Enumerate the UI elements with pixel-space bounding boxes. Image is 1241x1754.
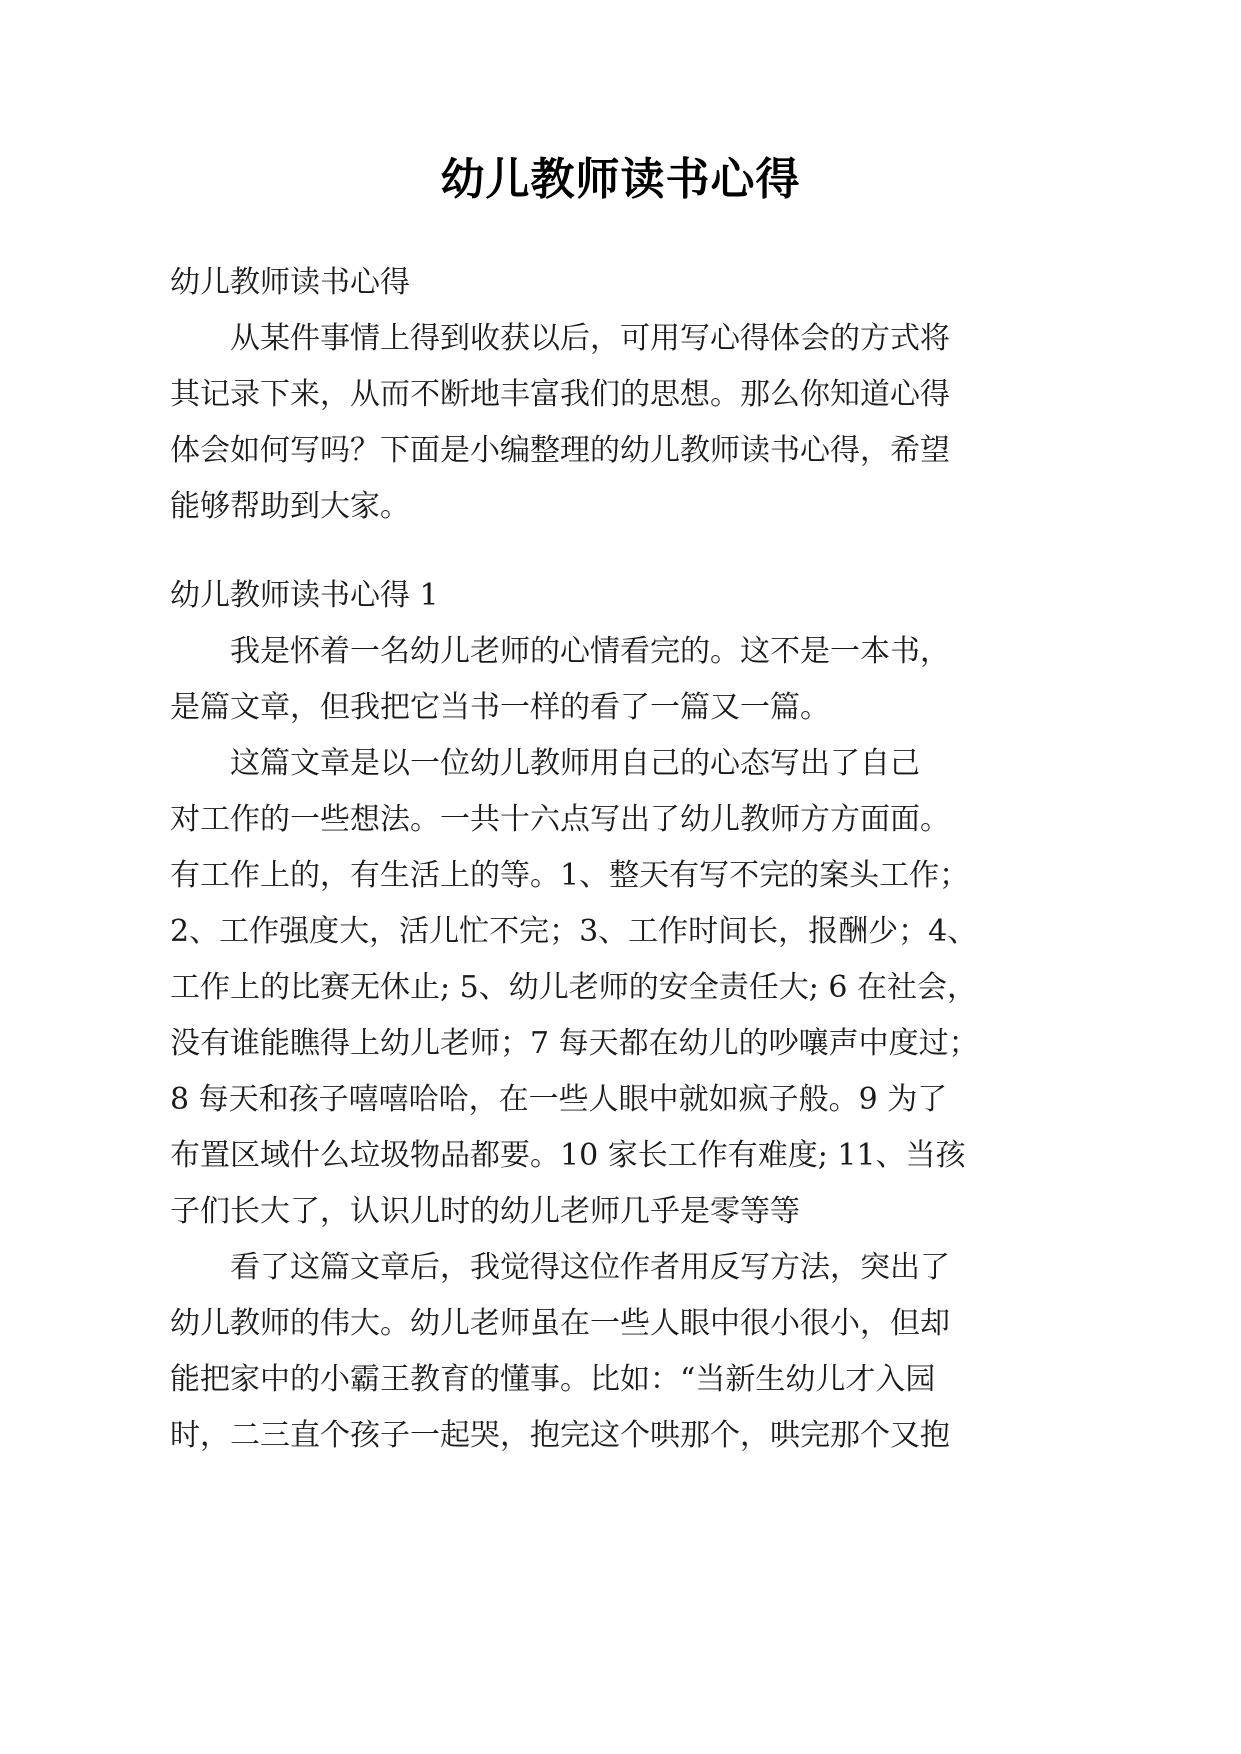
- paragraph-line: 有工作上的，有生活上的等。1、整天有写不完的案头工作；: [170, 858, 970, 893]
- document-title: 幼儿教师读书心得: [440, 154, 801, 205]
- paragraph-line: 体会如何写吗？下面是小编整理的幼儿教师读书心得，希望: [170, 433, 950, 468]
- paragraph-line: 能够帮助到大家。: [170, 489, 410, 524]
- paragraph-line: 8 每天和孩子嘻嘻哈哈，在一些人眼中就如疯子般。9 为了: [170, 1082, 948, 1117]
- paragraph-line: 我是怀着一名幼儿老师的心情看完的。这不是一本书，: [230, 634, 950, 669]
- paragraph-line: 能把家中的小霸王教育的懂事。比如：“当新生幼儿才入园: [170, 1362, 936, 1397]
- paragraph-line: 时，二三直个孩子一起哭，抱完这个哄那个，哄完那个又抱: [170, 1418, 950, 1453]
- paragraph-line: 没有谁能瞧得上幼儿老师；7 每天都在幼儿的吵嚷声中度过；: [170, 1026, 979, 1061]
- paragraph-line: 工作上的比赛无休止; 5、幼儿老师的安全责任大; 6 在社会，: [170, 970, 977, 1005]
- paragraph-line: 幼儿教师的伟大。幼儿老师虽在一些人眼中很小很小，但却: [170, 1306, 950, 1341]
- section-heading: 幼儿教师读书心得 1: [170, 578, 439, 613]
- paragraph-line: 布置区域什么垃圾物品都要。10 家长工作有难度; 11、当孩: [170, 1138, 966, 1173]
- section-heading: 幼儿教师读书心得: [170, 265, 410, 300]
- paragraph-line: 从某件事情上得到收获以后，可用写心得体会的方式将: [230, 321, 950, 356]
- paragraph-line: 2、工作强度大，活儿忙不完；3、工作时间长，报酬少；4、: [170, 914, 978, 949]
- paragraph-line: 这篇文章是以一位幼儿教师用自己的心态写出了自己: [230, 746, 920, 781]
- paragraph-line: 对工作的一些想法。一共十六点写出了幼儿教师方方面面。: [170, 802, 950, 837]
- paragraph-line: 是篇文章，但我把它当书一样的看了一篇又一篇。: [170, 690, 830, 725]
- paragraph-line: 子们长大了，认识儿时的幼儿老师几乎是零等等: [170, 1194, 800, 1229]
- paragraph-line: 其记录下来，从而不断地丰富我们的思想。那么你知道心得: [170, 377, 950, 412]
- paragraph-line: 看了这篇文章后，我觉得这位作者用反写方法，突出了: [230, 1250, 950, 1285]
